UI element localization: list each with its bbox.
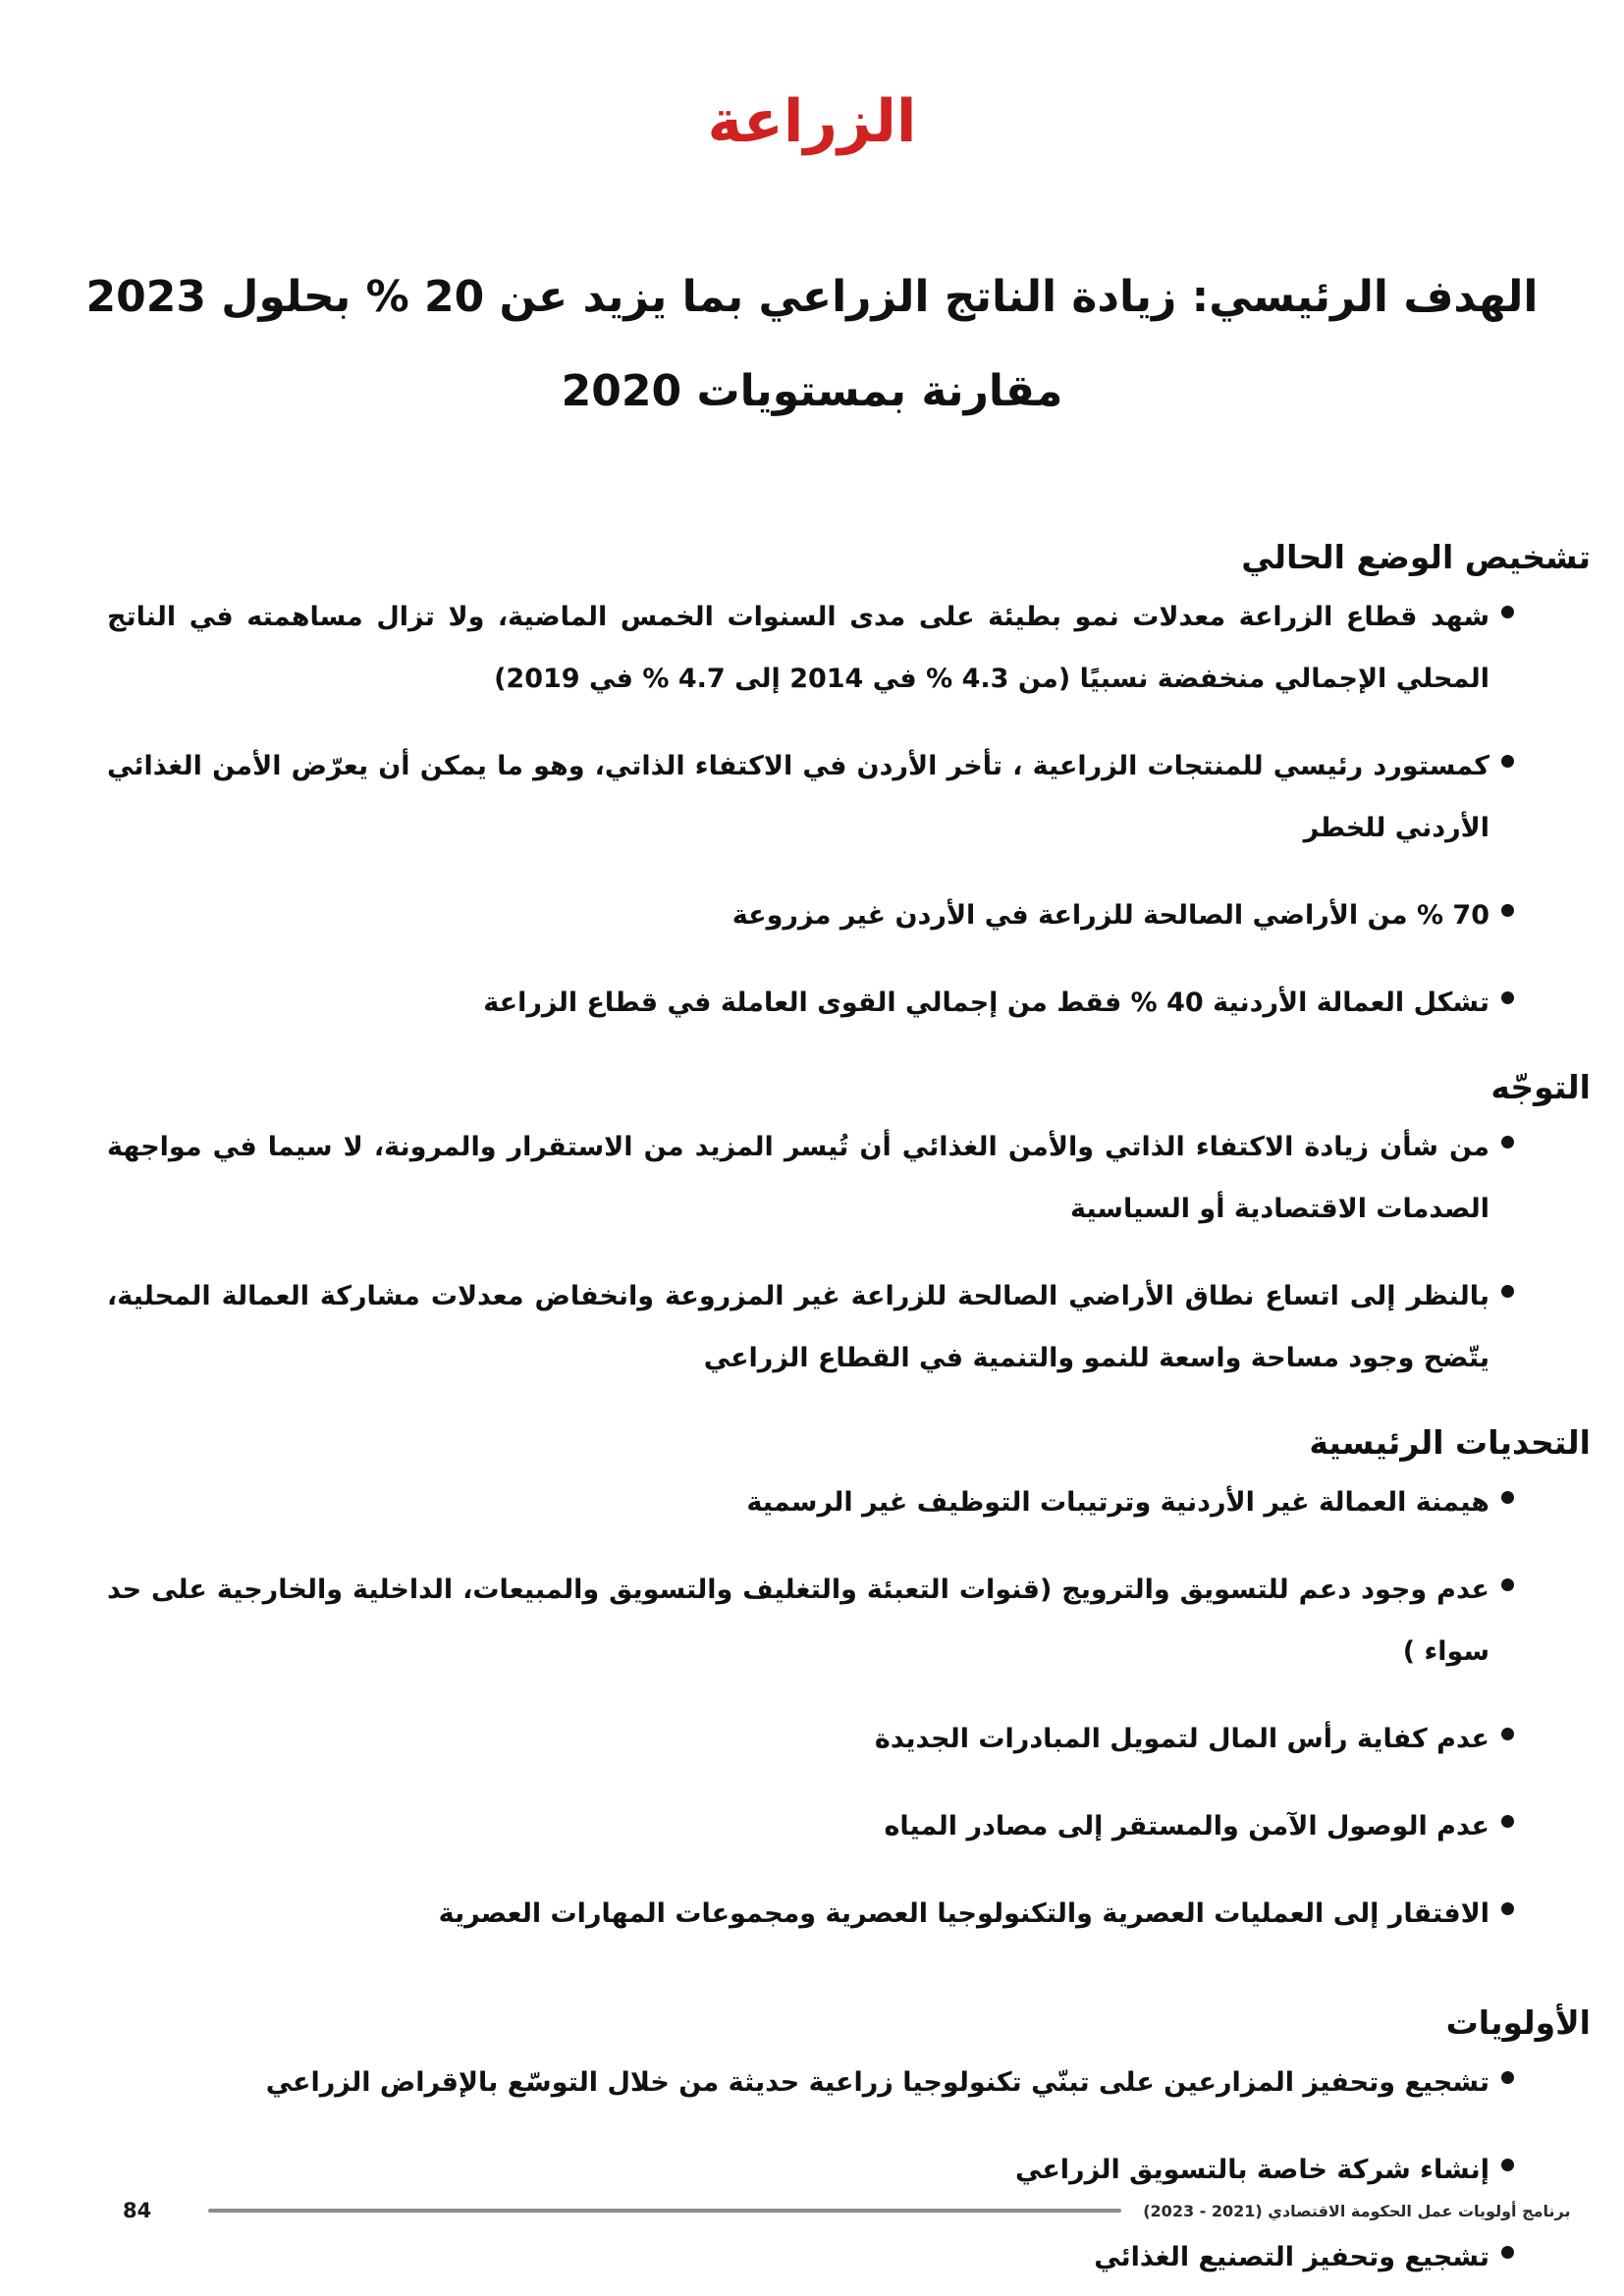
- bullet-icon: [1501, 1578, 1514, 1591]
- bullet-item: [107, 1708, 1489, 1770]
- section-key-challenges: [107, 1418, 1591, 1945]
- bullet-text: الافتقار إلى العمليات العصرية والتكنولوجيا العصرية ومجموعات المهارات العصرية: [438, 1898, 1489, 1929]
- bullet-text: تشجيع وتحفيز التصنيع الغذائي: [1094, 2242, 1489, 2272]
- bullet-item: [107, 1471, 1489, 1533]
- footer-program-title: برنامج أولويات عمل الحكومة الاقتصادي (2021 - 2023): [1143, 2201, 1571, 2220]
- bullet-item: [107, 1559, 1489, 1682]
- bullet-item: [107, 586, 1489, 710]
- bullet-icon: [1501, 1815, 1514, 1828]
- bullet-text: عدم وجود دعم للتسويق والترويج (قنوات التعبئة والتغليف والتسويق والمبيعات، الداخلية والخارجية على حد سواء ): [107, 1575, 1489, 1667]
- section-direction: [107, 1063, 1591, 1389]
- bullet-icon: [1501, 2071, 1514, 2084]
- section-heading: الأولويات: [1445, 2003, 1591, 2042]
- bullet-icon: [1501, 904, 1514, 917]
- bullet-icon: [1501, 1728, 1514, 1740]
- document-body: [107, 533, 1591, 2288]
- bullet-item: [107, 1265, 1489, 1389]
- main-goal-line2: مقارنة بمستويات 2020: [561, 366, 1063, 416]
- section-current-situation: [107, 533, 1591, 1034]
- bullet-icon: [1501, 755, 1514, 768]
- bullet-text: من شأن زيادة الاكتفاء الذاتي والأمن الغذائي أن تُيسر المزيد من الاستقرار والمرونة، لا سيما في مواجهة الصدمات الاقتصادية أو السياسية: [107, 1132, 1489, 1224]
- bullet-item: [107, 735, 1489, 859]
- main-goal-line1: الهدف الرئيسي: زيادة الناتج الزراعي بما يزيد عن 20 % بحلول 2023: [85, 272, 1539, 322]
- bullet-text: تشجيع وتحفيز المزارعين على تبنّي تكنولوجيا زراعية حديثة من خلال التوسّع بالإقراض الزراعي: [265, 2067, 1489, 2098]
- bullet-item: [107, 2052, 1489, 2113]
- bullet-item: [107, 1883, 1489, 1945]
- bullet-text: بالنظر إلى اتساع نطاق الأراضي الصالحة للزراعة غير المزروعة وانخفاض معدلات مشاركة العمالة المحلية، يتّضح وجود مساحة واسعة للنمو والتنمية في القطاع الزراعي: [107, 1281, 1489, 1373]
- section-heading: تشخيص الوضع الحالي: [1241, 538, 1591, 576]
- bullet-icon: [1501, 1902, 1514, 1915]
- bullet-text: شهد قطاع الزراعة معدلات نمو بطيئة على مدى السنوات الخمس الماضية، ولا تزال مساهمته في الناتج المحلي الإجمالي منخفضة نسبيًا (من 4.3 % في 2014 إلى 4.7 % في 2019): [107, 602, 1489, 694]
- bullet-text: كمستورد رئيسي للمنتجات الزراعية ، تأخر الأردن في الاكتفاء الذاتي، وهو ما يمكن أن يعرّض الأمن الغذائي الأردني للخطر: [107, 751, 1489, 843]
- bullet-item: [107, 1795, 1489, 1857]
- bullet-icon: [1501, 1491, 1514, 1504]
- bullet-text: 70 % من الأراضي الصالحة للزراعة في الأردن غير مزروعة: [731, 900, 1489, 931]
- section-priorities: [107, 1999, 1591, 2288]
- bullet-item: [107, 2226, 1489, 2288]
- bullet-icon: [1501, 2246, 1514, 2259]
- bullet-icon: [1501, 2159, 1514, 2171]
- main-goal-heading: [0, 250, 1624, 439]
- bullet-icon: [1501, 1285, 1514, 1298]
- section-heading: التحديات الرئيسية: [1309, 1423, 1591, 1462]
- page-number: 84: [123, 2199, 152, 2222]
- bullet-text: إنشاء شركة خاصة بالتسويق الزراعي: [1015, 2155, 1489, 2185]
- bullet-item: [107, 1116, 1489, 1240]
- page-title: الزراعة: [707, 87, 917, 156]
- footer-rule: [208, 2209, 1121, 2213]
- bullet-icon: [1501, 1136, 1514, 1148]
- bullet-item: [107, 884, 1489, 946]
- bullet-item: [107, 972, 1489, 1034]
- bullet-text: هيمنة العمالة غير الأردنية وترتيبات التوظيف غير الرسمية: [746, 1487, 1489, 1518]
- bullet-text: عدم كفاية رأس المال لتمويل المبادرات الجديدة: [874, 1724, 1489, 1754]
- bullet-text: عدم الوصول الآمن والمستقر إلى مصادر المياه: [884, 1811, 1489, 1842]
- bullet-icon: [1501, 606, 1514, 618]
- section-heading: التوجّه: [1490, 1068, 1591, 1106]
- bullet-text: تشكل العمالة الأردنية 40 % فقط من إجمالي القوى العاملة في قطاع الزراعة: [483, 988, 1489, 1018]
- page-footer: [0, 2199, 1624, 2222]
- bullet-icon: [1501, 991, 1514, 1004]
- bullet-item: [107, 2139, 1489, 2201]
